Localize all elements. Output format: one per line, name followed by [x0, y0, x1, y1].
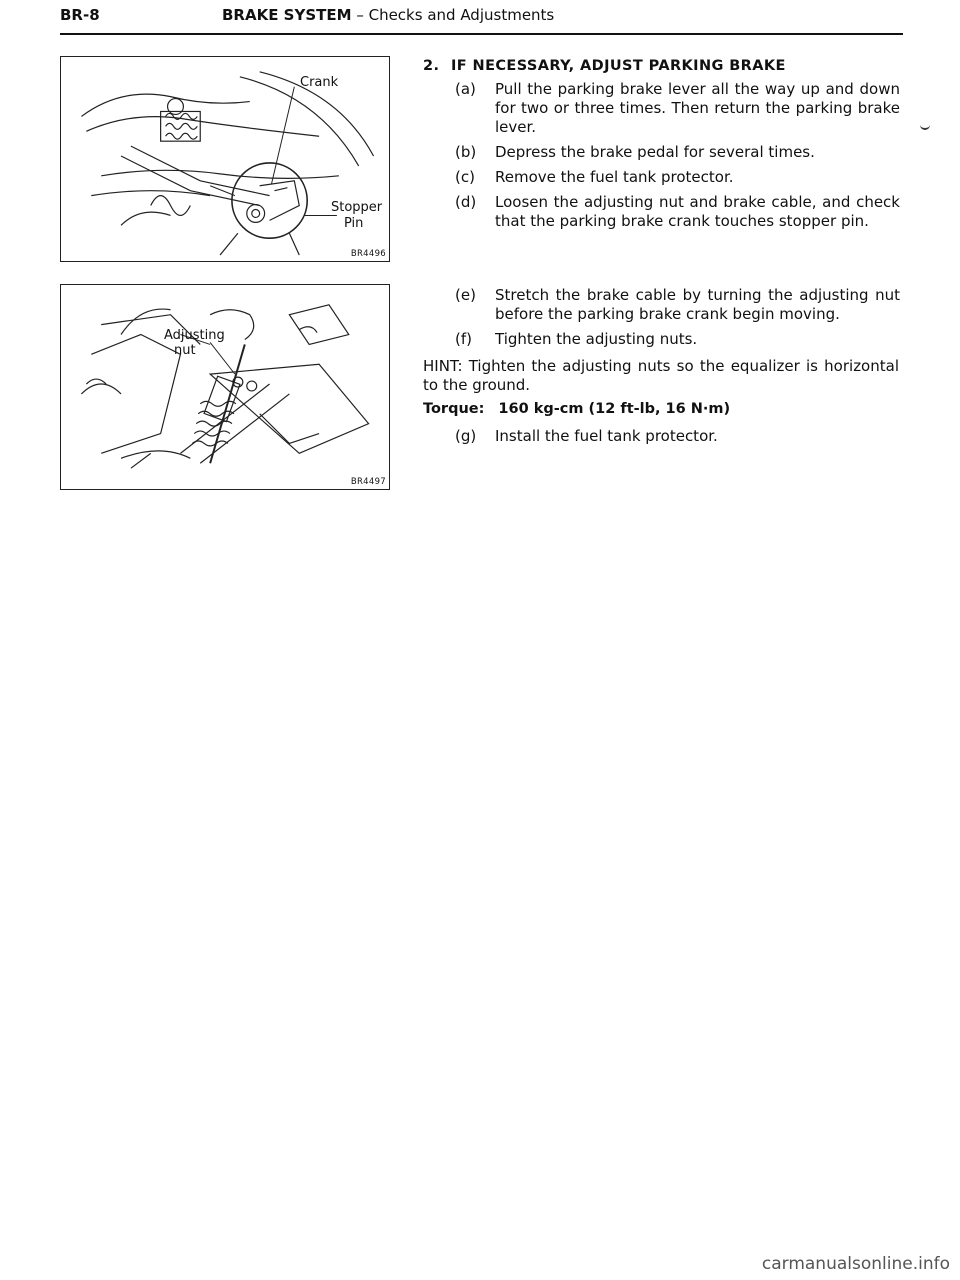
step-text: Tighten the adjusting nuts.	[495, 330, 698, 348]
crank-illustration-icon	[61, 57, 389, 261]
step-c	[455, 168, 900, 187]
stopper-label: Stopper	[331, 200, 383, 215]
step-text: Remove the fuel tank protector.	[495, 168, 734, 186]
step-letter: (c)	[455, 168, 475, 186]
crank-label: Crank	[300, 75, 339, 90]
figure-code: BR4497	[350, 477, 386, 487]
section-subtitle: – Checks and Adjustments	[351, 6, 555, 24]
step-text: Install the fuel tank protector.	[495, 427, 718, 445]
section-number: 2.	[423, 58, 440, 74]
figure-crank-stopper	[60, 56, 390, 262]
step-letter: (d)	[455, 193, 477, 211]
step-text: Stretch the brake cable by turning the adjusting nut before the parking brake crank begin moving.	[495, 286, 900, 323]
step-text: Depress the brake pedal for several times.	[495, 143, 815, 161]
step-letter: (b)	[455, 143, 477, 161]
step-d	[455, 193, 900, 231]
step-letter: (a)	[455, 80, 476, 98]
footer-watermark: carmanualsonline.info	[761, 1254, 950, 1274]
adjusting-label: Adjusting	[164, 328, 225, 343]
step-text: Loosen the adjusting nut and brake cable, and check that the parking brake crank touches stopper pin.	[495, 193, 900, 230]
torque-value: 160 kg-cm (12 ft-lb, 16 N·m)	[498, 401, 731, 417]
step-a	[455, 80, 900, 137]
step-b	[455, 143, 900, 162]
figure-code: BR4496	[350, 249, 386, 259]
page-header	[60, 6, 903, 32]
page-id: BR-8	[60, 6, 100, 24]
torque-label: Torque:	[423, 401, 485, 417]
step-f	[455, 330, 900, 349]
adjusting-nut-illustration-icon	[61, 285, 389, 489]
section-heading	[423, 58, 786, 74]
step-letter: (g)	[455, 427, 477, 445]
page-title	[222, 6, 554, 24]
margin-mark	[920, 122, 930, 130]
step-text: Pull the parking brake lever all the way up and down for two or three times. Then return the parking brake lever.	[495, 80, 900, 136]
header-rule	[60, 33, 903, 35]
pin-label: Pin	[344, 216, 364, 231]
section-title: IF NECESSARY, ADJUST PARKING BRAKE	[451, 58, 786, 74]
step-letter: (f)	[455, 330, 472, 348]
step-letter: (e)	[455, 286, 476, 304]
nut-label: nut	[174, 343, 196, 358]
section-name: BRAKE SYSTEM	[222, 6, 352, 24]
step-e	[455, 286, 900, 324]
step-g	[455, 427, 900, 446]
torque-spec	[423, 401, 730, 417]
figure-adjusting-nut	[60, 284, 390, 490]
hint-note: HINT: Tighten the adjusting nuts so the equalizer is horizontal to the ground.	[423, 357, 899, 394]
